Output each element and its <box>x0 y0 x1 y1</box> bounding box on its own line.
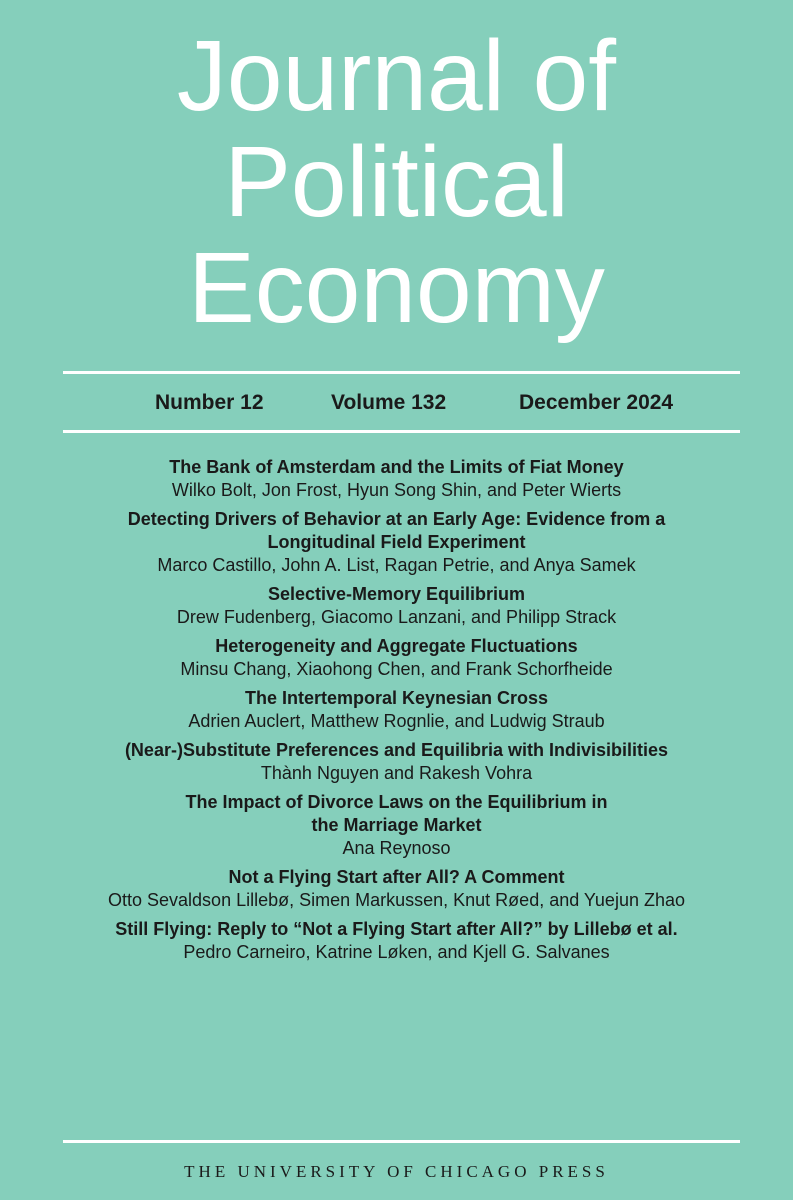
article-authors: Drew Fudenberg, Giacomo Lanzani, and Philipp Strack <box>176 607 617 627</box>
divider-bottom <box>63 1140 740 1143</box>
article-authors: Pedro Carneiro, Katrine Løken, and Kjell G. Salvanes <box>183 942 610 962</box>
article-title: Selective-Memory Equilibrium <box>267 584 526 604</box>
article-entry <box>60 583 733 629</box>
article-title: (Near-)Substitute Preferences and Equilibria with Indivisibilities <box>124 740 669 760</box>
article-authors: Wilko Bolt, Jon Frost, Hyun Song Shin, and Peter Wierts <box>171 480 622 500</box>
article-authors: Minsu Chang, Xiaohong Chen, and Frank Schorfheide <box>180 659 613 679</box>
article-title: Not a Flying Start after All? A Comment <box>228 867 565 887</box>
article-title: Heterogeneity and Aggregate Fluctuations <box>215 636 578 656</box>
article-entry <box>60 508 733 577</box>
table-of-contents <box>60 456 733 970</box>
article-entry <box>60 739 733 785</box>
article-entry <box>60 687 733 733</box>
divider-top <box>63 371 740 374</box>
article-authors: Adrien Auclert, Matthew Rognlie, and Ludwig Straub <box>188 711 605 731</box>
issue-volume: Volume 132 <box>331 391 447 414</box>
publisher-name: THE UNIVERSITY OF CHICAGO PRESS <box>184 1162 609 1181</box>
article-authors: Otto Sevaldson Lillebø, Simen Markussen, Knut Røed, and Yuejun Zhao <box>108 890 685 910</box>
issue-date: December 2024 <box>519 391 674 414</box>
article-title: Detecting Drivers of Behavior at an Early Age: Evidence from a Longitudinal Field Experiment <box>127 509 666 552</box>
article-authors: Ana Reynoso <box>342 838 451 858</box>
article-title: Still Flying: Reply to “Not a Flying Start after All?” by Lillebø et al. <box>115 919 678 939</box>
article-title: The Bank of Amsterdam and the Limits of Fiat Money <box>169 457 624 477</box>
article-entry <box>60 918 733 964</box>
article-entry <box>60 456 733 502</box>
journal-title-line-3: Economy <box>188 232 605 344</box>
article-authors: Thành Nguyen and Rakesh Vohra <box>260 763 533 783</box>
divider-middle <box>63 430 740 433</box>
article-title: The Intertemporal Keynesian Cross <box>244 688 549 708</box>
journal-title-line-2: Political <box>224 126 569 238</box>
issue-number: Number 12 <box>155 391 264 414</box>
journal-title-line-1: Journal of <box>176 20 617 132</box>
article-authors: Marco Castillo, John A. List, Ragan Petrie, and Anya Samek <box>157 555 636 575</box>
article-entry <box>60 635 733 681</box>
article-entry <box>60 791 733 860</box>
article-title: The Impact of Divorce Laws on the Equilibrium in the Marriage Market <box>185 792 608 835</box>
article-entry <box>60 866 733 912</box>
